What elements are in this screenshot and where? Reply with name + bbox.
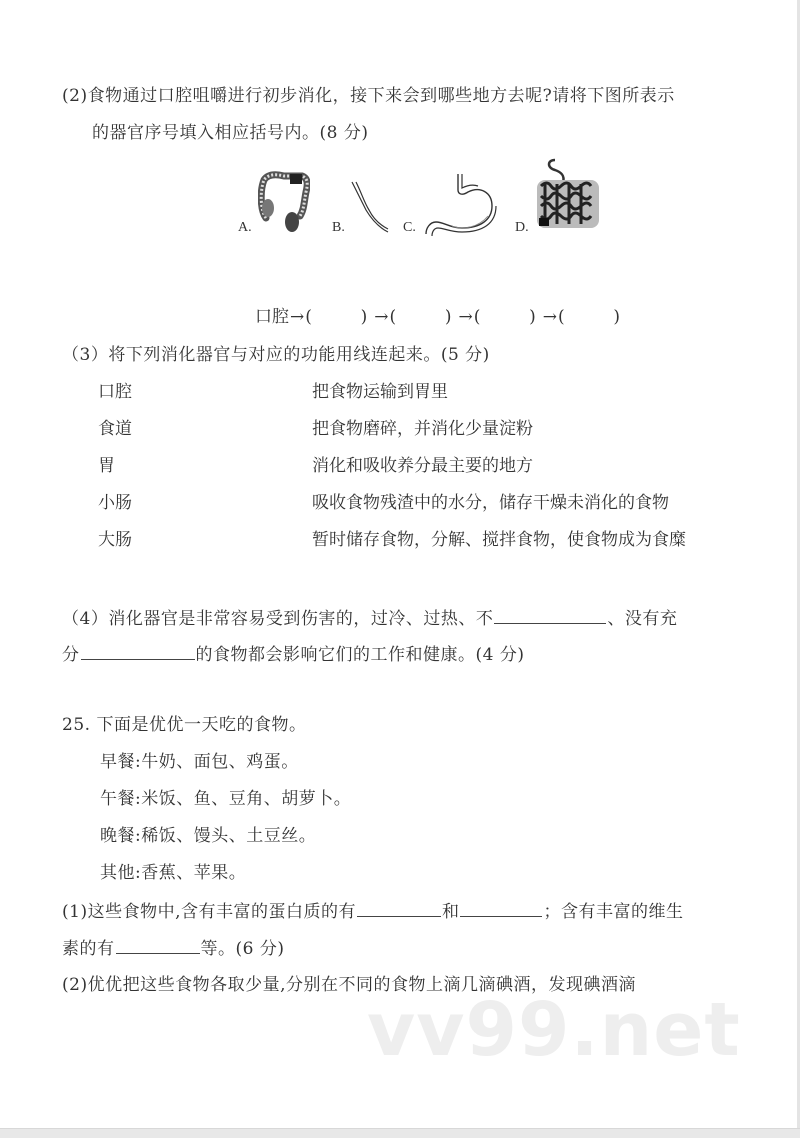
meal-item: 早餐:牛奶、面包、鸡蛋。 — [100, 752, 299, 772]
chain-start: 口腔 — [255, 307, 289, 327]
stomach-icon — [422, 172, 498, 236]
fill-blank[interactable] — [357, 898, 441, 917]
q25-part2-line1: (2)优优把这些食物各取少量,分别在不同的食物上滴几滴碘酒，发现碘酒滴 — [62, 975, 636, 995]
arrow-icon: → — [374, 307, 389, 327]
q24-part4-line2 — [62, 641, 524, 667]
q25-title: 25. 下面是优优一天吃的食物。 — [62, 715, 307, 735]
meal-item: 其他:香蕉、苹果。 — [100, 863, 247, 883]
q25-part1-text-a: (1)这些食物中,含有丰富的蛋白质的有 — [62, 902, 356, 922]
organ-item: 食道 — [98, 419, 132, 439]
figure-label-a: A. — [238, 220, 252, 235]
q25-part1-text-b: 和 — [441, 902, 460, 922]
figure-label-d: D. — [515, 220, 529, 235]
q25-part1-text-e: 等。(6 分) — [200, 939, 285, 959]
large-intestine-icon — [258, 170, 310, 232]
function-item: 消化和吸收养分最主要的地方 — [312, 456, 533, 476]
meal-item: 晚餐:稀饭、馒头、土豆丝。 — [100, 826, 317, 846]
function-item: 把食物磨碎，并消化少量淀粉 — [312, 419, 533, 439]
function-item: 暂时储存食物，分解、搅拌食物，使食物成为食糜 — [312, 530, 686, 550]
digestion-chain — [255, 305, 626, 329]
q25-part1-text-c: ；含有丰富的维生 — [543, 902, 684, 922]
organ-figure — [230, 150, 610, 245]
q25-part1-text-d: 素的有 — [62, 939, 115, 959]
q24-part3-title: （3）将下列消化器官与对应的功能用线连起来。(5 分) — [62, 345, 490, 365]
organ-item: 大肠 — [98, 530, 132, 550]
arrow-icon: → — [458, 307, 473, 327]
q24-part4-text-a: （4）消化器官是非常容易受到伤害的，过冷、过热、不 — [62, 609, 494, 629]
arrow-icon: → — [542, 307, 557, 327]
answer-slot-3[interactable]: ( ) — [473, 307, 536, 327]
fill-blank[interactable] — [460, 898, 542, 917]
fill-blank[interactable] — [116, 935, 200, 954]
q24-part4-text-c: 分 — [62, 645, 80, 665]
fill-blank[interactable] — [81, 641, 195, 660]
answer-slot-4[interactable]: ( ) — [558, 307, 620, 327]
function-item: 把食物运输到胃里 — [312, 382, 448, 402]
fill-blank[interactable] — [494, 605, 606, 624]
q24-part2-line2: 的器官序号填入相应括号内。(8 分) — [92, 123, 369, 143]
q24-part4-line1 — [62, 605, 677, 631]
small-intestine-icon — [535, 158, 601, 230]
figure-label-c: C. — [403, 220, 416, 235]
arrow-icon: → — [290, 307, 305, 327]
organ-item: 小肠 — [98, 493, 132, 513]
organ-item: 胃 — [98, 456, 115, 476]
figure-label-b: B. — [332, 220, 345, 235]
q24-part4-text-b: 、没有充 — [607, 609, 678, 629]
q24-part4-text-d: 的食物都会影响它们的工作和健康。(4 分) — [195, 645, 525, 665]
meal-item: 午餐:米饭、鱼、豆角、胡萝卜。 — [100, 789, 352, 809]
function-item: 吸收食物残渣中的水分，储存干燥未消化的食物 — [312, 493, 669, 513]
q25-part1-line2 — [62, 935, 284, 961]
answer-slot-1[interactable]: ( ) — [305, 307, 368, 327]
watermark: vv99.net — [367, 987, 741, 1073]
answer-slot-2[interactable]: ( ) — [389, 307, 452, 327]
esophagus-icon — [348, 180, 390, 235]
q24-part2-line1: (2)食物通过口腔咀嚼进行初步消化，接下来会到哪些地方去呢?请将下图所表示 — [62, 86, 675, 106]
q25-part1-line1 — [62, 898, 683, 924]
organ-item: 口腔 — [98, 382, 132, 402]
